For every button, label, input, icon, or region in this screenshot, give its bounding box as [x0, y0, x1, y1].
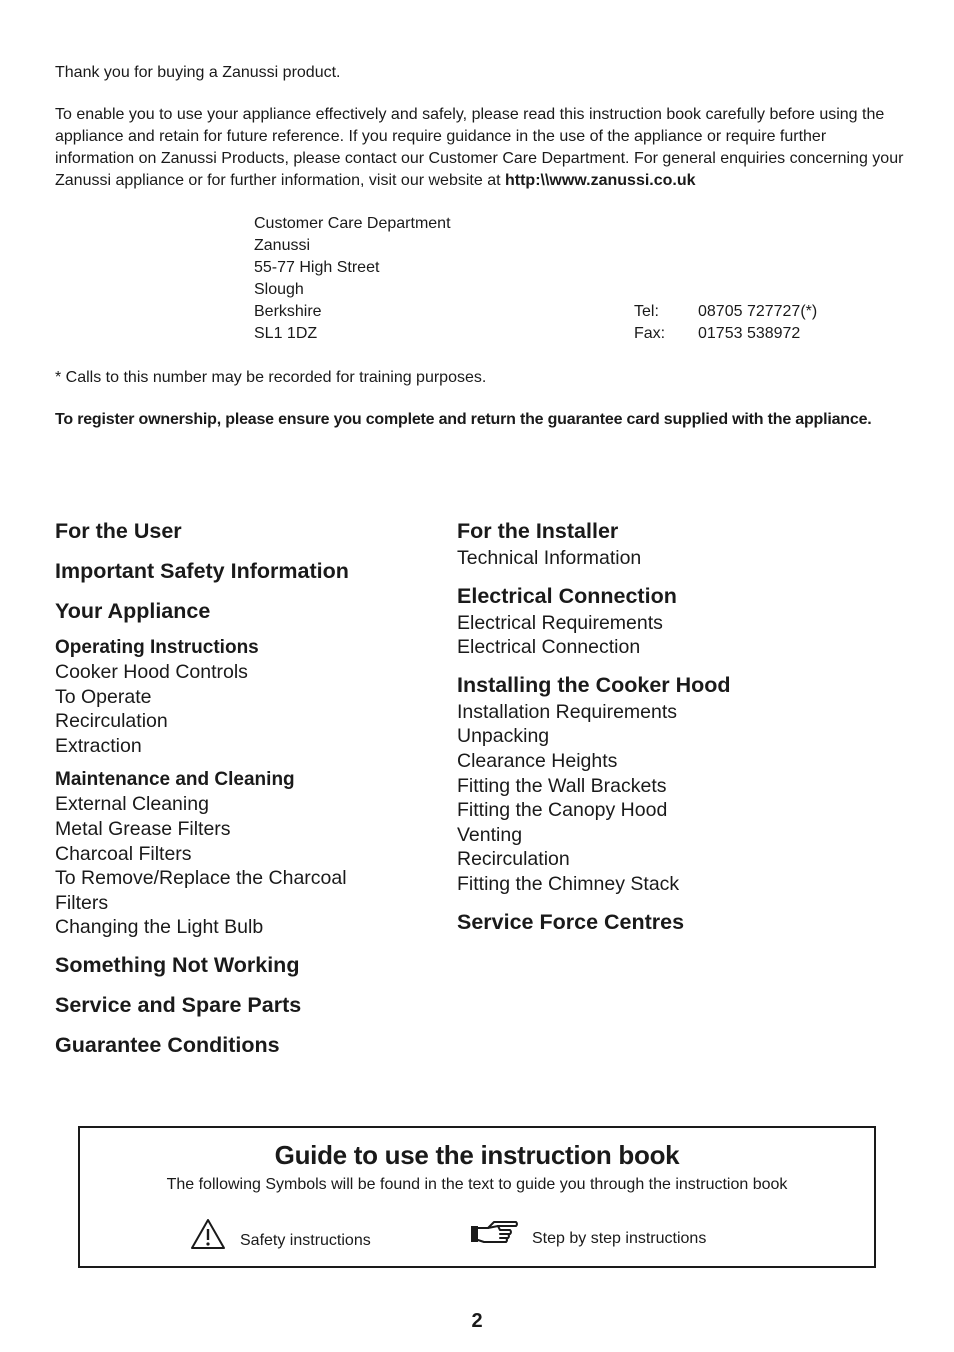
register-notice: To register ownership, please ensure you complete and return the guarantee card supplied with the appliance.: [55, 411, 872, 428]
toc-item: Charcoal Filters: [55, 842, 192, 865]
thanks-text: Thank you for buying a Zanussi product.: [55, 64, 341, 81]
calls-note: * Calls to this number may be recorded for training purposes.: [55, 369, 487, 386]
safety-symbol: [190, 1218, 371, 1255]
toc-item: Recirculation: [457, 848, 570, 871]
guide-subtitle: The following Symbols will be found in the text to guide you through the instruction book: [166, 1176, 788, 1193]
step-symbol: [470, 1218, 706, 1251]
toc-installer-section: [457, 516, 877, 571]
toc-item: Unpacking: [457, 725, 550, 748]
contents-right-column: [457, 516, 877, 947]
tel-row: [634, 301, 817, 323]
fax-label: Fax:: [634, 325, 666, 342]
address-line: 55-77 High Street: [254, 259, 380, 276]
intro-paragraph: [55, 104, 905, 192]
toc-for-installer: For the Installer: [457, 519, 619, 543]
toc-operating-section: [55, 636, 435, 758]
address-line: Zanussi: [254, 237, 311, 254]
fax-row: [634, 323, 817, 345]
toc-item: Electrical Connection: [457, 636, 641, 659]
toc-item: Installation Requirements: [457, 700, 678, 723]
toc-installing-section: [457, 670, 877, 897]
tel-label: Tel:: [634, 303, 659, 320]
toc-item: Venting: [457, 823, 523, 846]
toc-item: To Operate: [55, 685, 152, 708]
toc-item: Clearance Heights: [457, 749, 618, 772]
toc-electrical-title: Electrical Connection: [457, 583, 677, 608]
contents-left-column: [55, 516, 435, 1070]
toc-item: Fitting the Chimney Stack: [457, 872, 680, 895]
toc-item: External Cleaning: [55, 793, 209, 816]
address-line: Slough: [254, 281, 304, 298]
intro-text: To enable you to use your appliance effectively and safely, please read this instruction book carefully before using the appliance and retain for future reference. If you require guidance in the use of the appliance or require further information on Zanussi Products, please contact our Customer Care Department. For general enquiries concerning your Zanussi appliance or for further information, visit our website at: [55, 106, 904, 189]
toc-safety: Important Safety Information: [55, 559, 349, 583]
toc-item: Electrical Requirements: [457, 611, 663, 634]
toc-service-parts: Service and Spare Parts: [55, 992, 302, 1017]
toc-item: Changing the Light Bulb: [55, 916, 264, 939]
toc-item: Technical Information: [457, 547, 642, 569]
guide-box: [78, 1126, 876, 1268]
toc-service-force: Service Force Centres: [457, 909, 685, 934]
toc-installing-title: Installing the Cooker Hood: [457, 672, 731, 697]
website-link[interactable]: http:\\www.zanussi.co.uk: [504, 172, 696, 189]
safety-label: Safety instructions: [240, 1231, 371, 1249]
toc-item: Cooker Hood Controls: [55, 661, 248, 683]
toc-item: Metal Grease Filters: [55, 817, 231, 840]
toc-for-user: For the User: [55, 519, 182, 543]
step-label: Step by step instructions: [532, 1229, 707, 1247]
toc-appliance: Your Appliance: [55, 599, 211, 623]
pointing-hand-icon: [470, 1218, 518, 1251]
toc-item: Extraction: [55, 734, 142, 757]
toc-operating-title: Operating Instructions: [55, 637, 259, 658]
address-block: [254, 213, 451, 345]
toc-item: Recirculation: [55, 710, 168, 733]
page-number: 2: [471, 1310, 483, 1332]
contact-block: [634, 301, 817, 345]
toc-item: Filters: [55, 891, 109, 914]
toc-item: To Remove/Replace the Charcoal: [55, 867, 347, 890]
toc-item: Fitting the Wall Brackets: [457, 774, 667, 797]
fax-number: 01753 538972: [698, 325, 801, 342]
toc-maintenance-title: Maintenance and Cleaning: [55, 769, 295, 791]
toc-guarantee: Guarantee Conditions: [55, 1032, 280, 1057]
toc-maintenance-section: [55, 768, 435, 940]
tel-number: 08705 727727(*): [698, 303, 818, 320]
address-line: SL1 1DZ: [254, 325, 318, 342]
address-line: Customer Care Department: [254, 215, 451, 232]
toc-item: Fitting the Canopy Hood: [457, 799, 668, 822]
toc-not-working: Something Not Working: [55, 952, 300, 977]
address-line: Berkshire: [254, 303, 322, 320]
toc-electrical-section: [457, 581, 877, 660]
warning-triangle-icon: [190, 1218, 226, 1255]
guide-title: Guide to use the instruction book: [274, 1140, 680, 1170]
